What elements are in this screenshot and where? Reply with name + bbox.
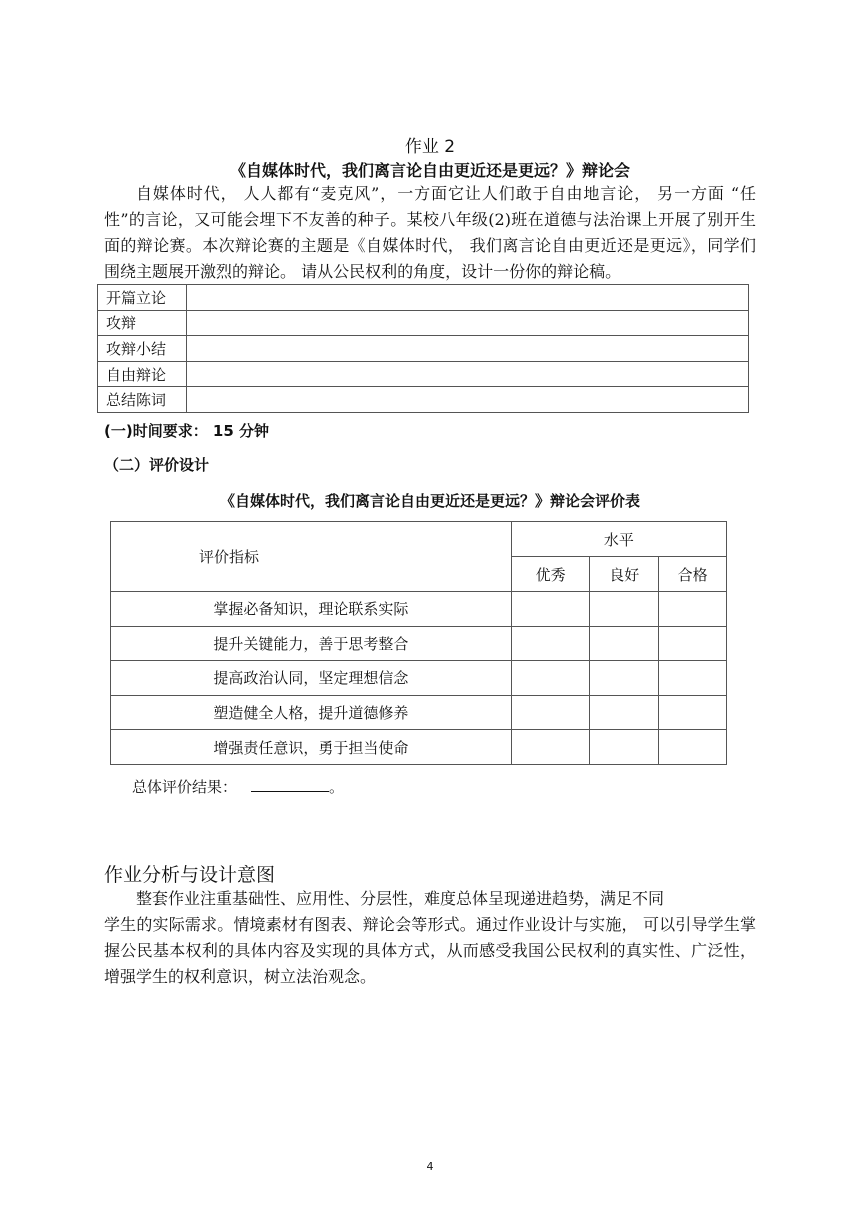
- criterion-cell: 提高政治认同，坚定理想信念: [111, 661, 512, 696]
- debate-stage-cell: [187, 285, 749, 311]
- rating-cell: [659, 730, 727, 765]
- table-row: [98, 285, 749, 311]
- table-row: [111, 661, 727, 696]
- intro-paragraph: [104, 181, 756, 285]
- table-header-row: [111, 522, 727, 557]
- debate-stage-label: 开篇立论: [98, 285, 187, 311]
- criteria-header: 评价指标: [111, 522, 512, 592]
- table-row: [111, 695, 727, 730]
- level-excellent: 优秀: [511, 557, 590, 592]
- debate-stage-label: 自由辩论: [98, 361, 187, 387]
- debate-stage-cell: [187, 387, 749, 413]
- debate-title: 《自媒体时代，我们离言论自由更近还是更远？》辩论会: [229, 161, 630, 180]
- assignment-title: 作业 2: [404, 137, 456, 157]
- level-good: 良好: [590, 557, 659, 592]
- analysis-paragraph: [104, 886, 756, 990]
- level-header: 水平: [511, 522, 726, 557]
- rating-cell: [511, 730, 590, 765]
- rating-cell: [590, 661, 659, 696]
- level-pass: 合格: [659, 557, 727, 592]
- rating-cell: [659, 626, 727, 661]
- table-row: [98, 310, 749, 336]
- evaluation-heading: （二）评价设计: [104, 456, 210, 474]
- table-row: [111, 730, 727, 765]
- rating-cell: [590, 592, 659, 627]
- rating-cell: [659, 695, 727, 730]
- evaluation-table-title: 《自媒体时代，我们离言论自由更近还是更远？》辩论会评价表: [219, 492, 640, 510]
- rating-cell: [511, 592, 590, 627]
- criterion-cell: 掌握必备知识，理论联系实际: [111, 592, 512, 627]
- table-row: [111, 592, 727, 627]
- table-row: [98, 361, 749, 387]
- overall-result: [132, 776, 344, 797]
- criterion-cell: 塑造健全人格，提升道德修养: [111, 695, 512, 730]
- rating-cell: [659, 592, 727, 627]
- analysis-line-1: 整套作业注重基础性、应用性、分层性，难度总体呈现递进趋势，满足不同: [136, 889, 665, 908]
- rating-cell: [590, 695, 659, 730]
- page-number: 4: [426, 1160, 434, 1173]
- rating-cell: [511, 626, 590, 661]
- evaluation-table: [110, 521, 727, 765]
- analysis-heading: 作业分析与设计意图: [104, 864, 276, 886]
- table-row: [98, 336, 749, 362]
- debate-stage-cell: [187, 310, 749, 336]
- debate-stage-label: 攻辩: [98, 310, 187, 336]
- intro-text: 自媒体时代， 人人都有“麦克风”，一方面它让人们敢于自由地言论， 另一方面 “任性”的言论，又可能会埋下不友善的种子。某校八年级(2)班在道德与法治课上开展了别开生面的辩论赛。本次辩论赛的主题是《自媒体时代， 我们离言论自由更近还是更远》，同学们围绕主题展开激烈的辩论。 请从公民权利的角度，设计一份你的辩论稿。: [104, 184, 756, 281]
- debate-stage-cell: [187, 336, 749, 362]
- table-row: [98, 387, 749, 413]
- overall-result-label: 总体评价结果：: [132, 778, 238, 796]
- criterion-cell: 提升关键能力，善于思考整合: [111, 626, 512, 661]
- time-requirement: (一)时间要求： 15 分钟: [104, 422, 270, 440]
- overall-result-blank: [251, 777, 329, 792]
- rating-cell: [511, 661, 590, 696]
- debate-stage-label: 总结陈词: [98, 387, 187, 413]
- debate-table: [97, 284, 749, 413]
- criterion-cell: 增强责任意识，勇于担当使命: [111, 730, 512, 765]
- rating-cell: [659, 661, 727, 696]
- analysis-text: 学生的实际需求。情境素材有图表、辩论会等形式。通过作业设计与实施， 可以引导学生掌握公民基本权利的具体内容及实现的具体方式，从而感受我国公民权利的真实性、广泛性，增强学生的权利意识，树立法治观念。: [104, 915, 756, 986]
- rating-cell: [590, 626, 659, 661]
- rating-cell: [590, 730, 659, 765]
- overall-result-suffix: 。: [329, 778, 345, 796]
- debate-stage-label: 攻辩小结: [98, 336, 187, 362]
- debate-stage-cell: [187, 361, 749, 387]
- rating-cell: [511, 695, 590, 730]
- table-row: [111, 626, 727, 661]
